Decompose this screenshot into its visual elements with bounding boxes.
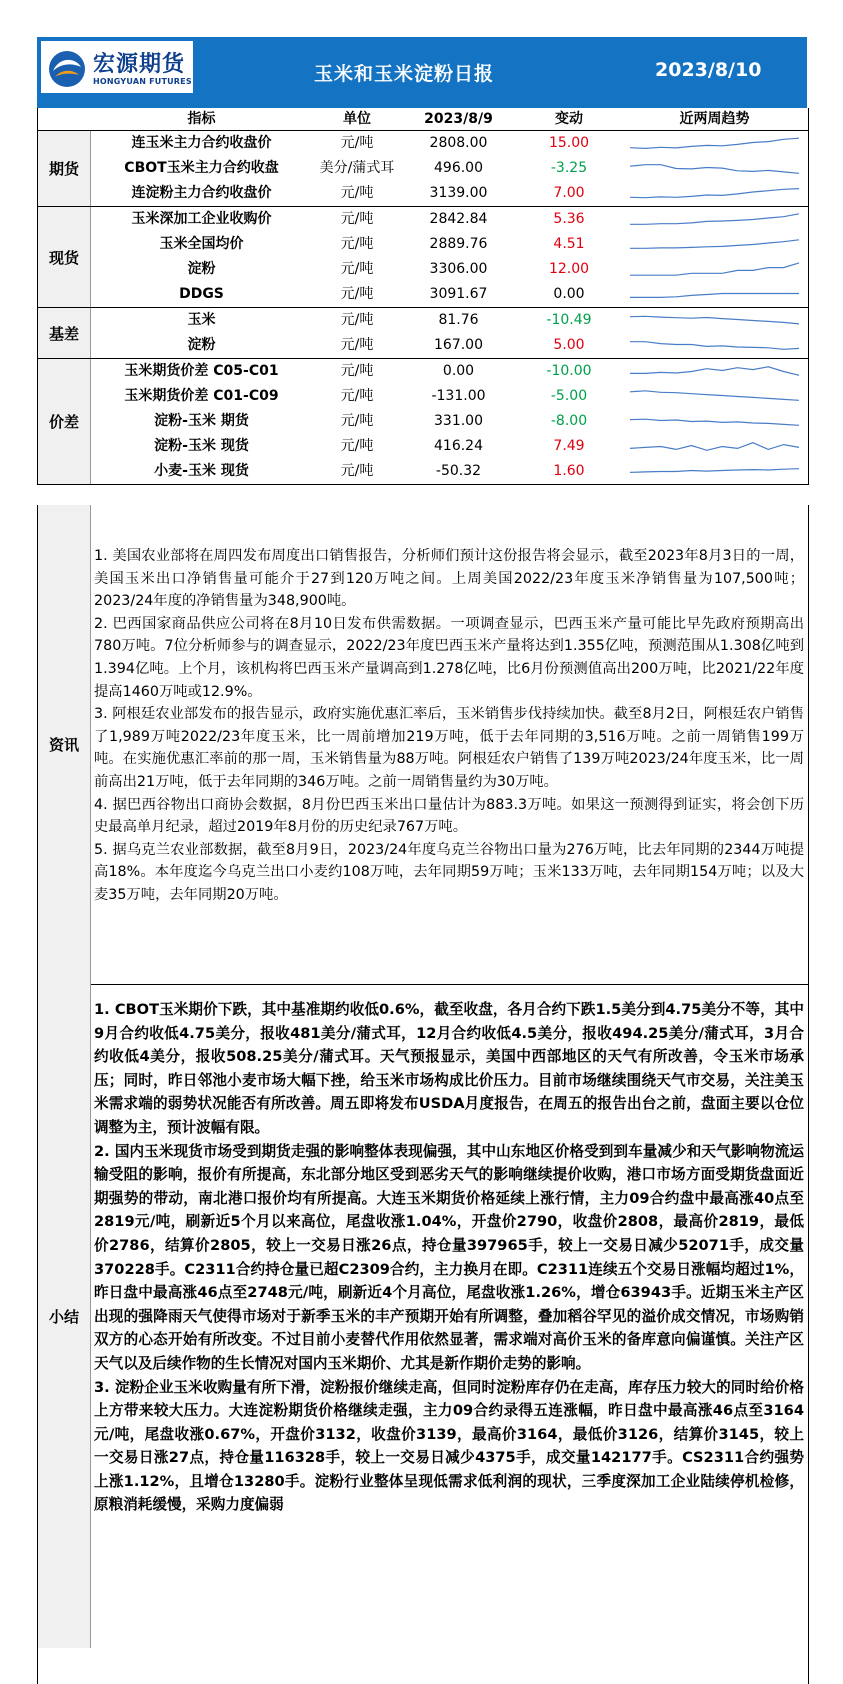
sparkline-series xyxy=(630,342,799,350)
news-body xyxy=(94,545,804,907)
sparkline-series xyxy=(630,263,799,275)
indicator-unit: 元/吨 xyxy=(340,388,374,404)
indicator-name: 连玉米主力合约收盘价 xyxy=(131,135,272,151)
table-row xyxy=(38,181,808,206)
indicator-unit: 元/吨 xyxy=(340,135,374,151)
table-header-row xyxy=(38,108,808,131)
table-row xyxy=(38,131,808,156)
indicator-value: 416.24 xyxy=(434,438,483,454)
indicator-name: 淀粉-玉米 现货 xyxy=(154,438,249,454)
indicator-unit: 元/吨 xyxy=(340,337,374,353)
indicator-unit: 元/吨 xyxy=(340,185,374,201)
indicator-value: 0.00 xyxy=(442,363,475,379)
sparkline-chart xyxy=(622,232,807,257)
report-header xyxy=(37,37,807,108)
group-label: 价差 xyxy=(38,359,91,484)
column-header-change: 变动 xyxy=(555,111,583,127)
summary-label: 小结 xyxy=(38,984,91,1648)
trend-sparkline xyxy=(622,207,807,232)
sparkline-series xyxy=(630,294,799,298)
column-header-indicator: 指标 xyxy=(187,111,216,127)
trend-sparkline xyxy=(622,232,807,257)
sparkline-chart xyxy=(622,156,807,181)
company-logo xyxy=(41,41,193,93)
indicator-name: 小麦-玉米 现货 xyxy=(154,463,249,479)
indicator-name: 玉米全国均价 xyxy=(159,236,244,252)
news-paragraph-4: 4. 据巴西谷物出口商协会数据，8月份巴西玉米出口量估计为883.3万吨。如果这一预测得到证实，将会创下历史最高单月纪录，超过2019年8月份的历史纪录767万吨。 xyxy=(94,796,804,836)
indicator-value: 3139.00 xyxy=(429,185,488,201)
summary-paragraph-2: 2. 国内玉米现货市场受到期货走强的影响整体表现偏强，其中山东地区价格受到到车量减少和天气影响物流运输受阻的影响，报价有所提高，东北部分地区受到恶劣天气的影响继续提价收购，港口市场方面受期货盘面近期强势的带动，南北港口报价均有所提高。大连玉米期货价格延续上涨行情，主力09合约盘中最高涨40点至2819元/吨，刷新近5个月以来高位，尾盘收涨1.04%，开盘价2790，收盘价2808，最高价2819，最低价2786，结算价2805，较上一交易日涨26点，持仓量397965手，较上一交易日减少52071手，成交量370228手。C2311合约持仓量已超C2309合约，主力换月在即。C2311连续五个交易日涨幅均超过1%，昨日盘中最高涨46点至2748元/吨，刷新近4个月高位，尾盘收涨1.26%，增仓63943手。近期玉米主产区出现的强降雨天气使得市场对于新季玉米的丰产预期开始有所调整，叠加稻谷罕见的溢价成交情况，市场购销双方的心态开始有所改变。不过目前小麦替代作用依然显著，需求端对高价玉米的备库意向偏谨慎。关注产区天气以及后续作物的生长情况对国内玉米期价、尤其是新作期价走势的影响。 xyxy=(94,1142,804,1372)
indicator-change: 15.00 xyxy=(548,135,590,151)
table-row xyxy=(38,459,808,484)
report-title: 玉米和玉米淀粉日报 xyxy=(314,63,495,85)
indicator-name: 淀粉 xyxy=(187,337,216,353)
sparkline-series xyxy=(630,391,799,401)
indicator-change: -3.25 xyxy=(550,160,588,176)
indicator-name: DDGS xyxy=(179,286,224,302)
indicator-value: 167.00 xyxy=(434,337,483,353)
column-header-trend: 近两周趋势 xyxy=(679,111,750,127)
table-row xyxy=(38,308,808,333)
table-group xyxy=(38,131,808,207)
sparkline-chart xyxy=(622,409,807,434)
report-date: 2023/8/10 xyxy=(655,59,762,81)
indicator-name: 玉米 xyxy=(187,312,216,328)
trend-sparkline xyxy=(622,308,807,333)
indicator-unit: 元/吨 xyxy=(340,211,374,227)
trend-sparkline xyxy=(622,359,807,384)
sparkline-series xyxy=(630,316,799,324)
indicator-name: 淀粉 xyxy=(187,261,216,277)
daily-report-sheet xyxy=(37,37,807,1680)
news-section xyxy=(37,505,809,985)
indicator-change: 5.36 xyxy=(553,211,585,227)
indicator-name: 连淀粉主力合约收盘价 xyxy=(131,185,272,201)
sparkline-chart xyxy=(622,359,807,384)
indicator-value: 3306.00 xyxy=(429,261,488,277)
sparkline-series xyxy=(630,240,799,249)
trend-sparkline xyxy=(622,257,807,282)
trend-sparkline xyxy=(622,434,807,459)
hongyuan-logo-icon xyxy=(47,49,87,89)
sparkline-series xyxy=(630,138,799,148)
sparkline-series xyxy=(630,469,799,473)
indicator-value: 2808.00 xyxy=(429,135,488,151)
indicator-change: -8.00 xyxy=(550,413,588,429)
table-row xyxy=(38,156,808,181)
table-group xyxy=(38,207,808,308)
indicator-unit: 元/吨 xyxy=(340,463,374,479)
indicator-change: 0.00 xyxy=(553,286,585,302)
table-row xyxy=(38,409,808,434)
indicator-table xyxy=(37,108,809,485)
group-label: 现货 xyxy=(38,207,91,307)
logo-chinese-name: 宏源期货 xyxy=(93,52,186,77)
sparkline-series xyxy=(630,367,799,376)
indicator-name: 淀粉-玉米 期货 xyxy=(154,413,249,429)
table-group xyxy=(38,359,808,485)
sparkline-series xyxy=(630,443,799,451)
sparkline-series xyxy=(630,419,799,425)
indicator-change: 4.51 xyxy=(553,236,585,252)
indicator-unit: 元/吨 xyxy=(340,438,374,454)
indicator-value: 331.00 xyxy=(434,413,483,429)
trend-sparkline xyxy=(622,459,807,484)
indicator-unit: 元/吨 xyxy=(340,261,374,277)
news-paragraph-2: 2. 巴西国家商品供应公司将在8月10日发布供需数据。一项调查显示，巴西玉米产量可能比早先政府预期高出780万吨。7位分析师参与的调查显示，2022/23年度巴西玉米产量将达到1.355亿吨，预测范围从1.308亿吨到1.394亿吨。上个月，该机构将巴西玉米产量调高到1.278亿吨，比6月份预测值高出200万吨，比2021/22年度提高1460万吨或12.9%。 xyxy=(94,615,804,700)
indicator-name: 玉米期货价差 C05-C01 xyxy=(124,363,279,379)
indicator-value: -50.32 xyxy=(435,463,482,479)
table-row xyxy=(38,384,808,409)
indicator-value: 496.00 xyxy=(434,160,483,176)
summary-body xyxy=(94,998,804,1517)
sparkline-series xyxy=(630,214,799,225)
summary-section xyxy=(37,984,809,1684)
trend-sparkline xyxy=(622,181,807,206)
indicator-name: 玉米深加工企业收购价 xyxy=(131,211,272,227)
table-row xyxy=(38,282,808,307)
sparkline-series xyxy=(630,189,799,198)
indicator-change: 1.60 xyxy=(553,463,585,479)
trend-sparkline xyxy=(622,409,807,434)
indicator-unit: 元/吨 xyxy=(340,363,374,379)
indicator-value: -131.00 xyxy=(431,388,486,404)
sparkline-chart xyxy=(622,384,807,409)
group-label: 期货 xyxy=(38,131,91,206)
group-label: 基差 xyxy=(38,308,91,358)
indicator-unit: 美分/蒲式耳 xyxy=(319,160,395,176)
summary-paragraph-3: 3. 淀粉企业玉米收购量有所下滑，淀粉报价继续走高，但同时淀粉库存仍在走高，库存压力较大的同时给价格上方带来较大压力。大连淀粉期货价格继续走强，主力09合约录得五连涨幅，昨日盘中最高涨46点至3164元/吨，尾盘收涨0.67%，开盘价3132，收盘价3139，最高价3164，最低价3126，结算价3145，较上一交易日涨27点，持仓量116328手，较上一交易日减少4375手，成交量142177手。CS2311合约强势上涨1.12%，且增仓13280手。淀粉行业整体呈现低需求低利润的现状，三季度深加工企业陆续停机检修，原粮消耗缓慢，采购力度偏弱 xyxy=(94,1378,804,1514)
indicator-change: 7.00 xyxy=(553,185,585,201)
indicator-change: -10.49 xyxy=(546,312,592,328)
sparkline-chart xyxy=(622,131,807,156)
trend-sparkline xyxy=(622,384,807,409)
indicator-change: 12.00 xyxy=(548,261,590,277)
sparkline-chart xyxy=(622,333,807,358)
trend-sparkline xyxy=(622,333,807,358)
indicator-change: 7.49 xyxy=(553,438,585,454)
table-row xyxy=(38,257,808,282)
trend-sparkline xyxy=(622,131,807,156)
table-row xyxy=(38,207,808,232)
indicator-name: 玉米期货价差 C01-C09 xyxy=(124,388,279,404)
trend-sparkline xyxy=(622,156,807,181)
table-row xyxy=(38,359,808,384)
indicator-unit: 元/吨 xyxy=(340,312,374,328)
sparkline-chart xyxy=(622,207,807,232)
indicator-value: 2842.84 xyxy=(429,211,488,227)
column-header-date: 2023/8/9 xyxy=(424,111,493,127)
indicator-change: -5.00 xyxy=(550,388,588,404)
table-row xyxy=(38,333,808,358)
news-paragraph-1: 1. 美国农业部将在周四发布周度出口销售报告，分析师们预计这份报告将会显示，截至2023年8月3日的一周，美国玉米出口净销售量可能介于27到120万吨之间。上周美国2022/23年度玉米净销售量为107,500吨；2023/24年度的净销售量为348,900吨。 xyxy=(94,548,804,610)
sparkline-chart xyxy=(622,434,807,459)
indicator-value: 3091.67 xyxy=(429,286,488,302)
trend-sparkline xyxy=(622,282,807,307)
table-row xyxy=(38,232,808,257)
sparkline-chart xyxy=(622,282,807,307)
table-row xyxy=(38,434,808,459)
column-header-unit: 单位 xyxy=(343,111,371,127)
indicator-unit: 元/吨 xyxy=(340,286,374,302)
news-paragraph-5: 5. 据乌克兰农业部数据，截至8月9日，2023/24年度乌克兰谷物出口量为276万吨，比去年同期的2344万吨提高18%。本年度迄今乌克兰出口小麦约108万吨，去年同期59万吨；玉米133万吨，去年同期154万吨；以及大麦35万吨，去年同期20万吨。 xyxy=(94,841,804,903)
sparkline-chart xyxy=(622,308,807,333)
sparkline-series xyxy=(630,165,799,174)
sparkline-chart xyxy=(622,181,807,206)
indicator-unit: 元/吨 xyxy=(340,413,374,429)
indicator-unit: 元/吨 xyxy=(340,236,374,252)
summary-paragraph-1: 1. CBOT玉米期价下跌，其中基准期约收低0.6%，截至收盘，各月合约下跌1.5美分到4.75美分不等，其中9月合约收低4.75美分，报收481美分/蒲式耳，12月合约收低4.5美分，报收494.25美分/蒲式耳，3月合约收低4美分，报收508.25美分/蒲式耳。天气预报显示，美国中西部地区的天气有所改善，令玉米市场承压；同时，昨日邻池小麦市场大幅下挫，给玉米市场构成比价压力。目前市场继续围绕天气市交易，关注美玉米需求端的弱势状况能否有所改善。周五即将发布USDA月度报告，在周五的报告出台之前，盘面主要以仓位调整为主，预计波幅有限。 xyxy=(94,1001,804,1136)
table-group xyxy=(38,308,808,359)
sparkline-chart xyxy=(622,459,807,484)
indicator-value: 2889.76 xyxy=(429,236,488,252)
indicator-value: 81.76 xyxy=(438,312,479,328)
logo-english-name: HONGYUAN FUTURES xyxy=(93,77,192,86)
news-paragraph-3: 3. 阿根廷农业部发布的报告显示，政府实施优惠汇率后，玉米销售步伐持续加快。截至8月2日，阿根廷农户销售了1,989万吨2022/23年度玉米，比一周前增加219万吨，低于去年同期的3,516万吨。之前一周销售199万吨。在实施优惠汇率前的那一周，玉米销售量为88万吨。阿根廷农户销售了139万吨2023/24年度玉米，比一周前高出21万吨，低于去年同期的346万吨。之前一周销售量约为30万吨。 xyxy=(94,706,804,790)
indicator-name: CBOT玉米主力合约收盘 xyxy=(124,160,279,176)
sparkline-chart xyxy=(622,257,807,282)
news-label: 资讯 xyxy=(38,505,91,984)
indicator-change: -10.00 xyxy=(546,363,592,379)
indicator-change: 5.00 xyxy=(553,337,585,353)
